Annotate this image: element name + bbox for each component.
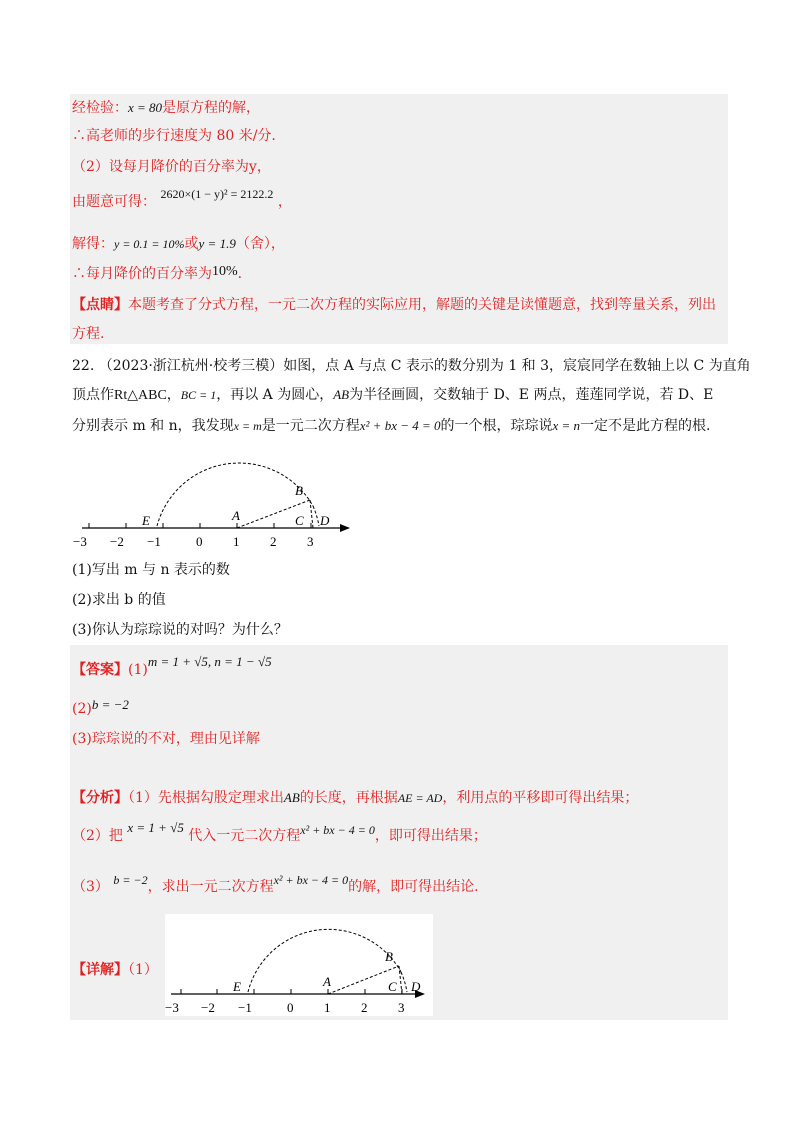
- problem-text-2e: ，再以 A 为圆心，: [216, 387, 334, 403]
- analysis-x-value: x = 1 + √5: [127, 820, 184, 835]
- x-equals-n: x = n: [552, 418, 581, 433]
- point-label-d: D: [320, 513, 330, 528]
- analysis-1a: （1）先根据勾股定理求出: [128, 790, 284, 806]
- comment-tag: 【点睛】: [72, 297, 128, 313]
- analysis-2a: （2）把: [72, 828, 123, 844]
- analysis-quadratic-2: x² + bx − 4 = 0: [273, 873, 349, 887]
- part2-set-line: （2）设每月降价的百分率为y，: [72, 159, 271, 175]
- point-label-c: C: [295, 513, 304, 528]
- speed-line: ∴高老师的步行速度为 80 米/分.: [72, 128, 276, 144]
- result-label: ∴每月降价的百分率为: [72, 266, 212, 282]
- detail-line: [72, 960, 158, 980]
- arc-tail: [313, 506, 319, 526]
- check-equation: x = 80: [128, 100, 163, 115]
- comment-text-1: 本题考查了分式方程，一元二次方程的实际应用，解题的关键是读懂题意，找到等量关系，列出: [128, 297, 716, 313]
- problem-number: 22.: [72, 358, 95, 374]
- tick-label: 2: [361, 1000, 368, 1015]
- analysis-line-2: [72, 820, 487, 846]
- given-line: [72, 187, 292, 212]
- check-line: [72, 98, 260, 118]
- problem-line-1: [72, 356, 751, 376]
- problem-text-3e: 的一个根，琮琮说: [440, 418, 553, 434]
- analysis-quadratic-1: x² + bx − 4 = 0: [300, 823, 375, 837]
- comment-line-2: 方程.: [72, 326, 105, 342]
- detail-figure-box: [165, 914, 433, 1016]
- given-equation: 2620×(1 − y)² = 2122.2: [160, 187, 274, 201]
- answer-tag: 【答案】: [72, 662, 128, 678]
- solve-equation-1: y = 0.1 = 10%: [114, 237, 185, 251]
- tick-label: −3: [165, 1000, 179, 1015]
- analysis-3c: ，求出一元二次方程: [147, 879, 274, 895]
- bc-length: BC = 1: [180, 388, 217, 402]
- answer-2-number: (2): [72, 701, 92, 717]
- analysis-b-value: b = −2: [113, 873, 148, 887]
- tick-label: 3: [398, 1000, 405, 1015]
- problem-text-3g: 一定不是此方程的根.: [580, 418, 711, 434]
- tick-label: 2: [270, 534, 277, 549]
- tick-label: 0: [196, 534, 203, 549]
- result-value: 10%: [212, 264, 238, 279]
- tick-label: −2: [201, 1000, 215, 1015]
- analysis-line-3: [72, 873, 479, 897]
- point-label-d: D: [411, 979, 421, 994]
- axis-ticks: [89, 523, 311, 528]
- tick-label: 1: [233, 534, 240, 549]
- analysis-1c: 的长度，再根据: [299, 790, 398, 806]
- problem-text-2a: 顶点作: [72, 387, 114, 403]
- tick-label: 0: [287, 1000, 294, 1015]
- tick-label: 1: [324, 1000, 331, 1015]
- answer-line-2: [72, 699, 129, 719]
- detail-number-line-figure: [165, 914, 433, 1016]
- detail-number: （1）: [128, 962, 158, 978]
- number-line-figure: [70, 440, 360, 555]
- analysis-ae-ad: AE = AD: [397, 791, 443, 805]
- problem-text-3c: 是一元二次方程: [261, 418, 360, 434]
- analysis-3e: 的解，即可得出结论.: [348, 879, 479, 895]
- result-tail: .: [237, 266, 243, 282]
- analysis-line-1: [72, 788, 638, 808]
- analysis-3a: （3）: [72, 879, 109, 895]
- tick-label: −3: [73, 534, 87, 549]
- point-label-e: E: [233, 979, 241, 994]
- point-label-a: A: [232, 508, 240, 523]
- solve-line: [72, 234, 285, 254]
- answer-line-1: [72, 654, 272, 680]
- problem-text-2g: 为半径画圆，交数轴于 D、E 两点，莲莲同学说，若 D、E: [349, 387, 714, 403]
- analysis-ab: AB: [283, 790, 300, 805]
- answer-1-number: (1): [128, 662, 148, 678]
- question-1: (1)写出 m 与 n 表示的数: [72, 562, 230, 578]
- problem-line-2: [72, 385, 713, 406]
- point-label-a: A: [323, 974, 331, 989]
- solve-equation-2: y = 1.9: [198, 236, 236, 251]
- problem-text-1: （2023·浙江杭州·校考三模）如图，点 A 与点 C 表示的数分别为 1 和 3，宸宸同学在数轴上以 C 为直角: [98, 358, 751, 374]
- analysis-2c: 代入一元二次方程: [188, 828, 301, 844]
- axis-ticks: [181, 989, 402, 994]
- problem-line-3: [72, 416, 711, 436]
- given-label: 由题意可得：: [72, 194, 156, 210]
- tick-label: 3: [307, 534, 314, 549]
- comment-line-1: [72, 295, 716, 315]
- solve-label: 解得：: [72, 236, 114, 252]
- point-label-b: B: [385, 949, 393, 964]
- result-line: [72, 264, 242, 285]
- ab-segment: AB: [333, 387, 350, 402]
- point-label-e: E: [142, 513, 150, 528]
- analysis-2e: ，即可得出结果；: [374, 828, 487, 844]
- answer-line-3: (3)琮琮说的不对，理由见详解: [72, 731, 260, 747]
- tick-label: −1: [147, 534, 161, 549]
- triangle-name: Rt△ABC: [114, 388, 167, 403]
- x-equals-m: x = m: [233, 419, 262, 433]
- problem-text-3a: 分别表示 m 和 n，我发现: [72, 418, 234, 434]
- question-2: (2)求出 b 的值: [72, 592, 166, 608]
- answer-2-value: b = −2: [91, 697, 129, 712]
- analysis-tag: 【分析】: [72, 790, 128, 806]
- point-label-c: C: [388, 979, 397, 994]
- tick-label: −1: [238, 1000, 252, 1015]
- question-3: (3)你认为琮琮说的对吗？为什么？: [72, 622, 288, 638]
- tick-label: −2: [110, 534, 124, 549]
- solve-tail: （舍），: [235, 236, 285, 252]
- check-tail: 是原方程的解，: [162, 100, 261, 116]
- solve-or: 或: [184, 236, 199, 252]
- analysis-1e: ，利用点的平移即可得出结果；: [442, 790, 639, 806]
- answer-1-value: m = 1 + √5, n = 1 − √5: [147, 654, 272, 669]
- problem-text-2c: ，: [166, 387, 181, 403]
- given-tail: ，: [277, 194, 292, 210]
- point-label-b: B: [295, 483, 303, 498]
- axis-arrow: [340, 524, 350, 532]
- check-label: 经检验：: [72, 100, 128, 116]
- quadratic-equation: x² + bx − 4 = 0: [359, 418, 441, 433]
- detail-tag: 【详解】: [72, 962, 128, 978]
